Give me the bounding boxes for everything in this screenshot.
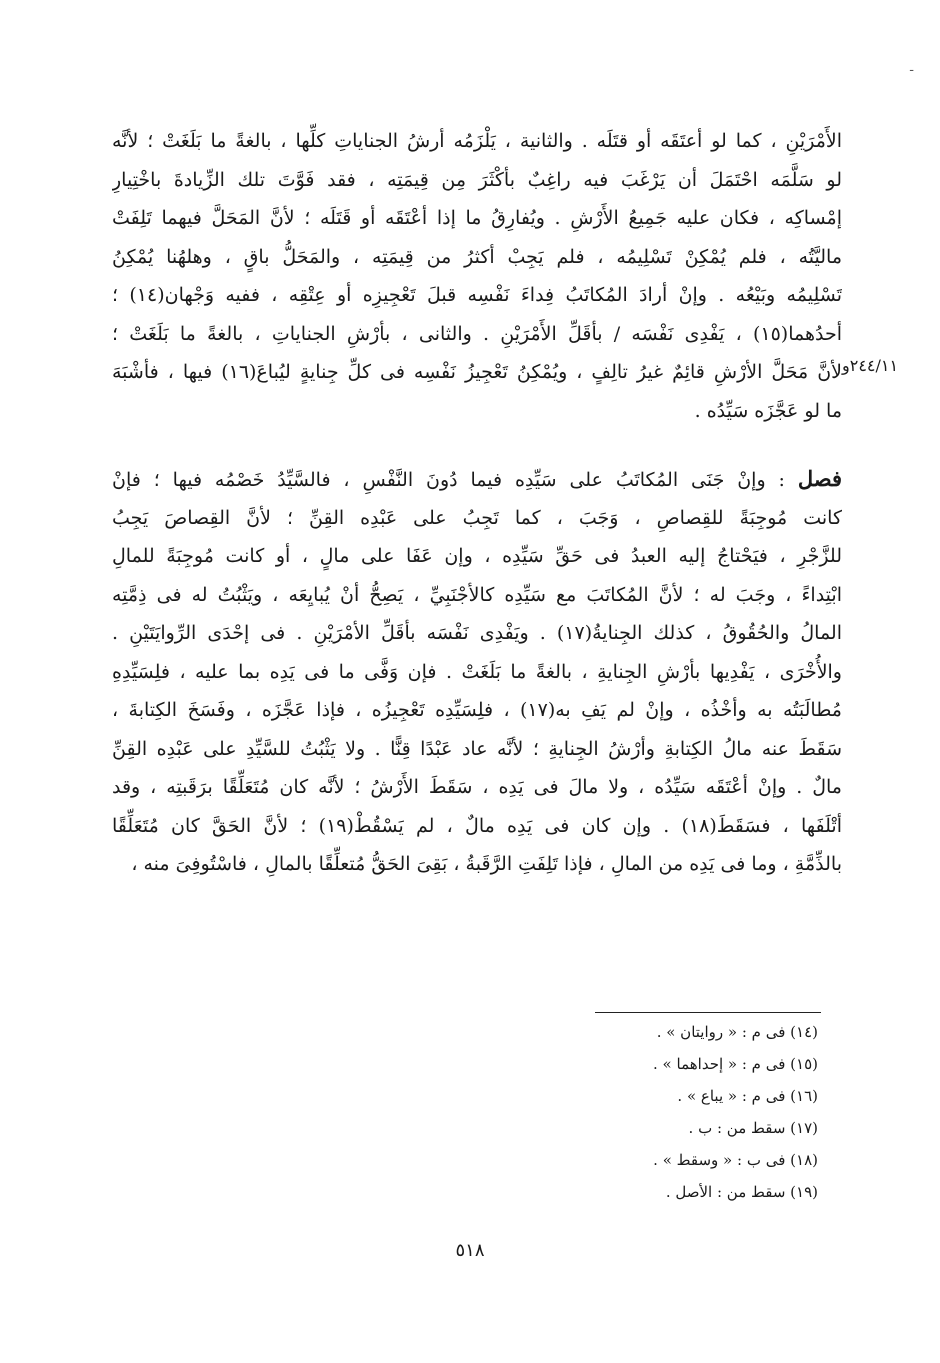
text-line: أحدُهما(١٥) ، يَفْدِى نَفْسَه / بأقَلِّ الأَمْرَيْنِ . والثانى ، بأرْشِ الجناياتِ ، بالغةً ما بَلَغَتْ ؛ (112, 322, 842, 345)
footnotes (418, 1016, 818, 1208)
text-line: إمْساكِه ، فكان عليه جَمِيعُ الأَرْشِ . ويُفارِقُ ما إذا أعْتَقَه أو قَتَلَه ؛ لأنَّ المَحَلَّ فيهما تَلِفَتْ (112, 207, 842, 229)
footnote: (١٥) فى م : « إحداهما » . (653, 1055, 818, 1073)
section-heading: فصل (797, 466, 842, 491)
paragraph-2 (112, 460, 842, 884)
footnote-separator (595, 1012, 821, 1013)
text-line: مالٌ . وإنْ أعْتَقَه سَيِّدُه ، ولا مالَ فى يَدِه ، سَقَطَ الأَرْشُ ؛ لأنَّه كان مُتَعَلِّقًا برَقَبتِه ، وقد (112, 776, 842, 798)
main-text (112, 122, 842, 884)
text-line: لأنَّ مَحَلَّ الأرْشِ قائِمٌ غيرُ تالِفٍ ، ويُمْكِنُ تَعْجِيزُ نَفْسِه فى كلِّ جِنايةٍ ليُباعَ(١٦) فيها ، فأشْبَهَ (112, 361, 842, 383)
text-line (112, 460, 842, 499)
text-line: أتْلَفَها ، فسَقَطَ(١٨) . وإن كان فى يَدِه مالٌ ، لم يَسْقُطْ(١٩) ؛ لأنَّ الحَقَّ كان مُتَعَلِّقًا (112, 814, 842, 837)
footnote: (١٤) فى م : « روايتان » . (656, 1023, 818, 1041)
text-line: كانت مُوجِبَةً للقِصاصِ ، وَجَبَ ، كما تَجِبُ على عَبْدِه القِنِّ ؛ لأنَّ القِصاصَ يَجِبُ (112, 506, 842, 529)
text-line: والأُخْرَى ، يَفْدِيها بأرْشِ الجِنايةِ ، بالغةً ما بَلَغَتْ . فإن وَفَّى ما فى يَدِه بما عليه ، فلِسَيِّدِهِ (112, 660, 842, 683)
corner-mark: - (909, 62, 914, 78)
text-line: بالذِّمَّةِ ، وما فى يَدِه من المالِ ، فإذا تَلِفَتِ الرَّقَبةُ ، بَقِىَ الحَقُّ مُتعلِّقًا بالمالِ ، فاسْتُوفِىَ منه ، (131, 853, 842, 875)
margin-manuscript-reference: ٢٤٤/١١و (842, 356, 899, 375)
text-line: الأَمْرَيْنِ ، كما لو أعتَقَه أو قتَلَه . والثانية ، يَلْزَمُه أرشُ الجناياتِ كلِّها ، بالغةً ما بَلَغَتْ ؛ لأنَّه (112, 130, 842, 152)
text-line: ابْتِداءً ، وجَبَ له ؛ لأنَّ المُكاتَبَ مع سَيِّدِه كالأجْنَبِيِّ ، يَصِحُّ أنْ يُبايِعَه ، ويَثْبُتُ له فى ذِمَّتِه (112, 583, 842, 606)
paragraph-gap (112, 430, 842, 460)
text-line: ماليَّتُه ، فلم يُمْكِنْ تَسْلِيمُه ، فلم يَجِبْ أكثرُ من قِيمَتِه ، والمَحَلُّ باقٍ ، وهلهُنا يُمْكِنُ (112, 245, 842, 268)
footnote: (١٩) سقط من : الأصل . (665, 1183, 818, 1201)
footnote: (١٨) فى ب : « وسقط » . (653, 1151, 818, 1169)
footnote: (١٧) سقط من : ب . (688, 1119, 818, 1137)
text-line-body: : وإنْ جَنَى المُكاتَبُ على سَيِّدِه فيما دُونَ النَّفْسِ ، فالسَّيِّدُ خَصْمُه فيها ؛ فإنْ (112, 469, 785, 491)
paragraph-1 (112, 122, 842, 430)
text-line: لو سَلَّمَه احْتَمَلَ أن يَرْغَبَ فيه راغِبٌ بأكْثَرَ مِن قِيمَتِه ، فقد فَوَّتَ تلك الزِّيادةَ باخْتِيارِ (112, 168, 842, 191)
text-line: تَسْلِيمُه وبَيْعُه . وإنْ أرادَ المُكاتَبُ فِداءَ نَفْسِه قبلَ تَعْجِيزِه أو عِتْقِه ، ففيه وَجْهان(١٤) ؛ (112, 284, 842, 306)
text-line: للزَّجْرِ ، فيَحْتاجُ إليه العبدُ فى حَقِّ سَيِّدِه ، وإن عَفَا على مالٍ ، أو كانت مُوجِبَةً للمالِ (112, 545, 842, 567)
footnote: (١٦) فى م : « يباع » . (677, 1087, 818, 1105)
text-line: المالُ والحُقُوقُ ، كذلك الجِنايةُ(١٧) . ويَفْدِى نَفْسَه بأقَلِّ الأمْرَيْنِ . فى إحْدَى الرِّوايَتَيْنِ . (112, 622, 842, 644)
text-line: سَقَطَ عنه مالُ الكِتابةِ وأرْشُ الجِنايةِ ؛ لأنَّه عاد عَبْدًا قِنًّا . ولا يَثْبُتُ للسَّيِّدِ على عَبْدِه القِنِّ (112, 737, 842, 760)
page-number: ٥١٨ (455, 1240, 485, 1261)
text-line: ما لو عَجَّزَه سَيِّدُه . (694, 399, 842, 422)
text-line: مُطالَبَتُه به وأخْذُه ، وإنْ لم يَفِ به(١٧) ، فلِسَيِّدِه تَعْجِيزُه ، فإذا عَجَّزَه ، وفَسَخَ الكِتابةَ ، (112, 699, 842, 721)
